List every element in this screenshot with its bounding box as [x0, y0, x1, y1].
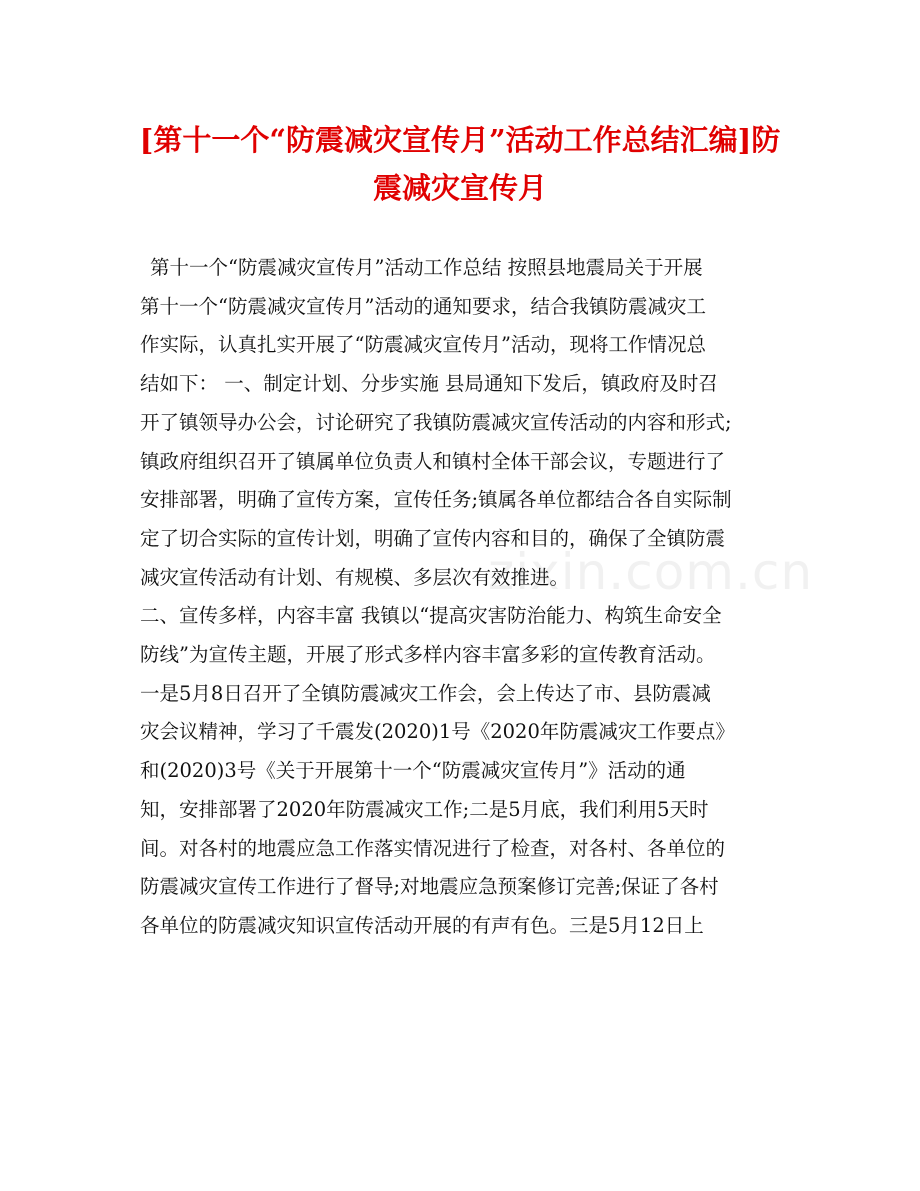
body-line: 开了镇领导办公会，讨论研究了我镇防震减灾宣传活动的内容和形式; — [140, 410, 732, 434]
body-line: 和(2020)3号《关于开展第十一个“防震减灾宣传月”》活动的通 — [140, 759, 686, 783]
body-line: 作实际，认真扎实开展了“防震减灾宣传月”活动，现将工作情况总 — [140, 333, 706, 357]
body-line: 知，安排部署了2020年防震减灾工作;二是5月底，我们利用5天时 — [140, 797, 709, 821]
document-body — [140, 249, 800, 946]
body-line: 镇政府组织召开了镇属单位负责人和镇村全体干部会议，专题进行了 — [140, 449, 726, 473]
body-line: 防震减灾宣传工作进行了督导;对地震应急预案修订完善;保证了各村 — [140, 875, 719, 899]
body-line: 各单位的防震减灾知识宣传活动开展的有声有色。三是5月12日上 — [140, 913, 704, 937]
body-line: 一是5月8日召开了全镇防震减灾工作会，会上传达了市、县防震减 — [140, 681, 711, 705]
title-line-2: 震减灾宣传月 — [372, 171, 547, 205]
document-title — [100, 116, 820, 212]
body-line: 第十一个“防震减灾宣传月”活动的通知要求，结合我镇防震减灾工 — [140, 294, 706, 318]
body-line: 灾会议精神，学习了千震发(2020)1号《2020年防震减灾工作要点》 — [140, 720, 735, 744]
watermark: zixin.com.cn — [488, 543, 814, 601]
body-line: 第十一个“防震减灾宣传月”活动工作总结 按照县地震局关于开展 — [150, 256, 703, 279]
title-line-1: [第十一个“防震减灾宣传月”活动工作总结汇编]防 — [139, 123, 781, 157]
body-line: 减灾宣传活动有计划、有规模、多层次有效推进。 — [140, 565, 570, 589]
body-line: 防线”为宣传主题，开展了形式多样内容丰富多彩的宣传教育活动。 — [140, 643, 716, 667]
body-line: 结如下： 一、制定计划、分步实施 县局通知下发后，镇政府及时召 — [140, 372, 718, 396]
body-line: 二、宣传多样，内容丰富 我镇以“提高灾害防治能力、构筑生命安全 — [140, 604, 722, 628]
body-line: 间。对各村的地震应急工作落实情况进行了检查，对各村、各单位的 — [140, 836, 726, 860]
body-line: 定了切合实际的宣传计划，明确了宣传内容和目的，确保了全镇防震 — [140, 526, 726, 550]
body-line: 安排部署，明确了宣传方案，宣传任务;镇属各单位都结合各自实际制 — [140, 488, 732, 512]
